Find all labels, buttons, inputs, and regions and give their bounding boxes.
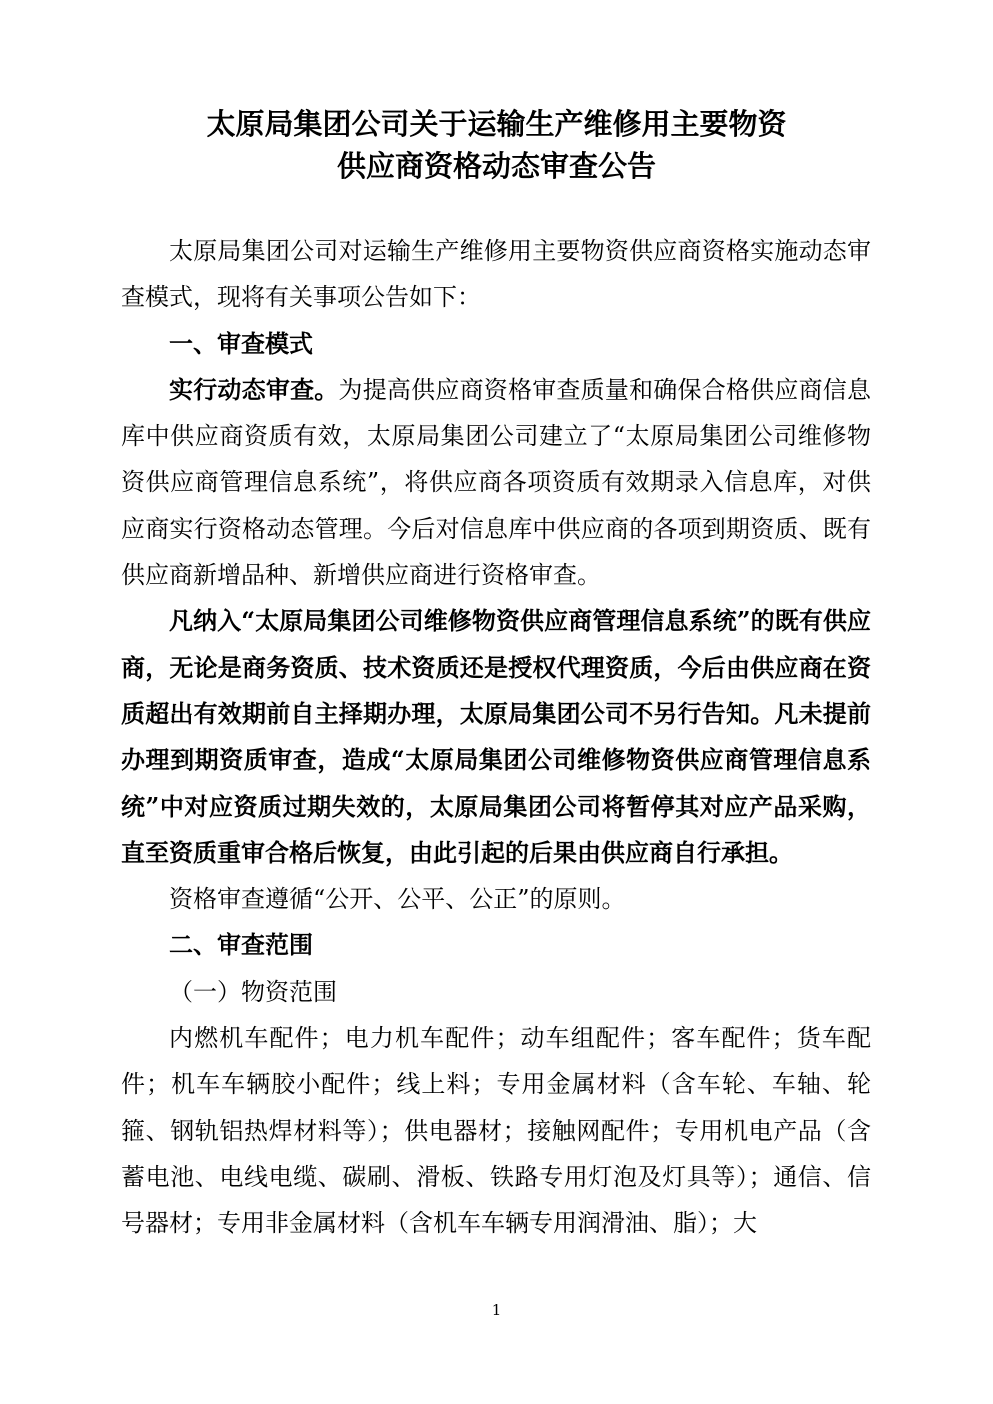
material-scope-paragraph: 内燃机车配件；电力机车配件；动车组配件；客车配件；货车配件；机车车辆胶小配件；线上料；专用金属材料（含车轮、车轴、轮箍、钢轨铝热焊材料等）；供电器材；接触网配件；专用机电产品（含蓄电池、电线电缆、碳刷、滑板、铁路专用灯泡及灯具等）；通信、信号器材；专用非金属材料（含机车车辆专用润滑油、脂）；大	[121, 1024, 871, 1238]
dynamic-review-text: 为提高供应商资格审查质量和确保合格供应商信息库中供应商资质有效，太原局集团公司建立了“太原局集团公司维修物资供应商管理信息系统”，将供应商各项资质有效期录入信息库，对供应商实行资格动态管理。今后对信息库中供应商的各项到期资质、既有供应商新增品种、新增供应商进行资格审查。	[121, 375, 871, 590]
page-number: 1	[491, 1301, 502, 1319]
dynamic-review-lead: 实行动态审查。	[169, 374, 339, 404]
intro-paragraph: 太原局集团公司对运输生产维修用主要物资供应商资格实施动态审查模式，现将有关事项公告如下：	[121, 237, 871, 312]
subsection-heading-material-scope: （一）物资范围	[169, 977, 337, 1006]
supplier-obligation-paragraph: 凡纳入“太原局集团公司维修物资供应商管理信息系统”的既有供应商，无论是商务资质、技术资质还是授权代理资质，今后由供应商在资质超出有效期前自主择期办理，太原局集团公司不另行告知。凡未提前办理到期资质审查，造成“太原局集团公司维修物资供应商管理信息系统”中对应资质过期失效的，太原局集团公司将暂停其对应产品采购，直至资质重审合格后恢复，由此引起的后果由供应商自行承担。	[121, 606, 871, 867]
section-heading-review-scope: 二、审查范围	[169, 930, 313, 960]
document-body	[121, 228, 871, 1247]
dynamic-review-paragraph	[121, 367, 871, 598]
document-title-line-1: 太原局集团公司关于运输生产维修用主要物资	[206, 107, 787, 141]
principle-paragraph: 资格审查遵循“公开、公平、公正”的原则。	[169, 885, 626, 914]
section-heading-review-mode: 一、审查模式	[169, 328, 313, 358]
document-title-line-2: 供应商资格动态审查公告	[336, 149, 656, 183]
